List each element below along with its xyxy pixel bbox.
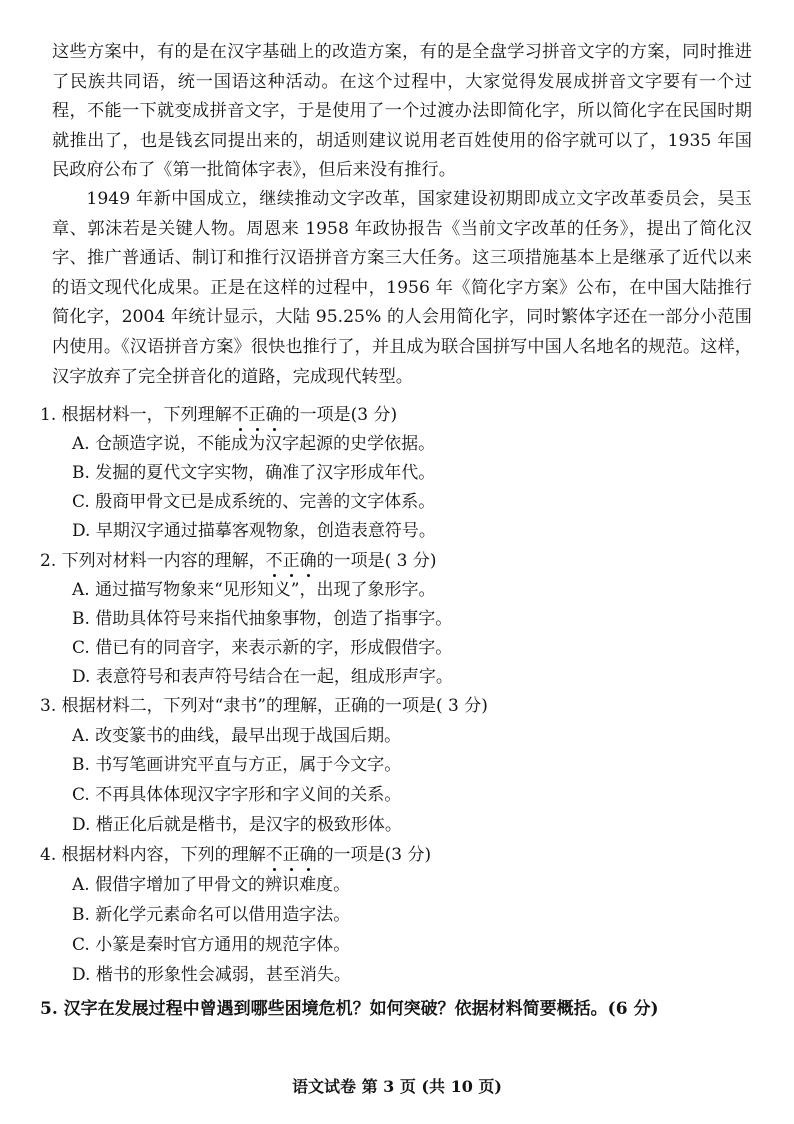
question-1-option-a: A. 仓颉造字说，不能成为汉字起源的史学依据。 <box>72 434 436 454</box>
question-1-option-c: C. 殷商甲骨文已是成系统的、完善的文字体系。 <box>72 492 436 512</box>
question-stem-text: 根据材料二，下列对“隶书”的理解，正确的一项是( 3 分) <box>61 696 488 716</box>
question-number: 5. <box>40 999 58 1019</box>
question-stem-text: 汉字在发展过程中曾遇到哪些困境危机？如何突破？依据材料简要概括。(6 分) <box>63 999 659 1019</box>
question-3-option-b: B. 书写笔画讲究平直与方正，属于今文字。 <box>72 755 402 775</box>
question-2-option-c: C. 借已有的同音字，来表示新的字，形成假借字。 <box>72 638 453 658</box>
question-3-option-d: D. 楷正化后就是楷书，是汉字的极致形体。 <box>72 815 402 835</box>
question-number: 4. <box>40 845 57 865</box>
emphasis-char: 正 <box>282 551 300 571</box>
question-2-option-a: A. 通过描写物象来“见形知义”，出现了象形字。 <box>72 580 436 600</box>
question-stem-text: 下列对材料一内容的理解， <box>61 551 266 571</box>
question-number: 2. <box>40 551 57 571</box>
question-3-option-a: A. 改变篆书的曲线，最早出现于战国后期。 <box>72 726 402 746</box>
question-stem-text: 根据材料一，下列理解 <box>61 405 232 425</box>
question-stem-text: 的一项是( 3 分) <box>316 551 437 571</box>
question-stem-text: 的一项是(3 分) <box>282 405 398 425</box>
question-number: 3. <box>40 696 57 716</box>
passage-paragraph-2: 1949 年新中国成立，继续推动文字改革，国家建设初期即成立文字改革委员会，吴玉章、郭沫若是关键人物。周恩来 1958 年政协报告《当前文字改革的任务》，提出了简化汉字、推广普通话、制订和推行汉语拼音方案三大任务。这三项措施基本上是继承了近代以来的语文现代化成果。正是在这样的过程中，1956 年《简化字方案》公布，在中国大陆推行简化字，2004 年统计显示，大陆 95.25% 的人会用简化字，同时繁体字还在一部分小范围内使用。《汉语拼音方案》很快也推行了，并且成为联合国拼写中国人名地名的规范。这样，汉字放弃了完全拼音化的道路，完成现代转型。 <box>52 189 752 387</box>
question-1-option-b: B. 发掘的夏代文字实物，确准了汉字形成年代。 <box>72 463 436 483</box>
question-4-option-d: D. 楷书的形象性会减弱，甚至消失。 <box>72 965 351 985</box>
question-stem-text: 的一项是(3 分) <box>316 845 432 865</box>
question-2-stem <box>40 549 437 573</box>
question-2-option-b: B. 借助具体符号来指代抽象事物，创造了指事字。 <box>72 609 453 629</box>
question-number: 1. <box>40 405 57 425</box>
emphasis-char: 正 <box>248 405 266 425</box>
emphasis-char: 确 <box>265 405 283 425</box>
question-1-stem <box>40 403 397 427</box>
emphasis-char: 不 <box>265 845 283 865</box>
passage-paragraph-1: 这些方案中，有的是在汉字基础上的改造方案，有的是全盘学习拼音文字的方案，同时推进了民族共同语，统一国语这种活动。在这个过程中，大家觉得发展成拼音文字要有一个过程，不能一下就变成拼音文字，于是使用了一个过渡办法即简化字，所以简化字在民国时期就推出了，也是钱玄同提出来的，胡适则建议说用老百姓使用的俗字就可以了，1935 年国民政府公布了《第一批简体字表》，但后来没有推行。 <box>52 42 752 181</box>
page-footer: 语文试卷 第 3 页 (共 10 页) <box>292 1077 502 1096</box>
emphasis-char: 确 <box>299 845 317 865</box>
emphasis-char: 不 <box>265 551 283 571</box>
question-4-stem <box>40 843 431 867</box>
question-4-option-a: A. 假借字增加了甲骨文的辨识难度。 <box>72 875 351 895</box>
emphasis-char: 确 <box>299 551 317 571</box>
question-4-option-b: B. 新化学元素命名可以借用造字法。 <box>72 905 351 925</box>
question-2-option-d: D. 表意符号和表声符号结合在一起，组成形声字。 <box>72 667 453 687</box>
question-3-stem <box>40 694 488 718</box>
question-stem-text: 根据材料内容，下列的理解 <box>61 845 266 865</box>
question-1-option-d: D. 早期汉字通过描摹客观物象，创造表意符号。 <box>72 521 436 541</box>
emphasis-char: 正 <box>282 845 300 865</box>
question-4-option-c: C. 小篆是秦时官方通用的规范字体。 <box>72 935 351 955</box>
emphasis-char: 不 <box>231 405 249 425</box>
question-5-stem <box>40 997 659 1021</box>
question-3-option-c: C. 不再具体体现汉字字形和字义间的关系。 <box>72 785 402 805</box>
